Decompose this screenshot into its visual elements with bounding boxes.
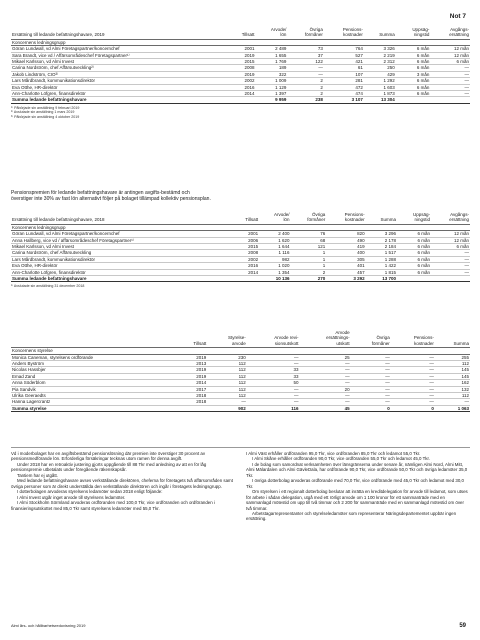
row-label: Ann-Charlotte Löfgren, finansdirektör xyxy=(11,269,233,275)
table-cell: 6 mån xyxy=(396,46,431,52)
table-cell: 2014 xyxy=(229,91,256,97)
sum-cell: 902 xyxy=(207,405,247,411)
table-cell: 6 mån xyxy=(430,59,470,65)
table-cell: — xyxy=(430,71,470,77)
table-cell: 3 mån xyxy=(396,71,431,77)
table-cell: — xyxy=(299,367,350,373)
table-cell: 132 xyxy=(435,386,470,392)
header-row xyxy=(11,212,470,224)
footnote: ¹⁾ Påbörjade sin anställning 9 februari 2019 xyxy=(11,105,80,110)
table-cell: 2 312 xyxy=(364,59,396,65)
table-cell: 2015 xyxy=(233,244,260,250)
column-header: Tillsatt xyxy=(233,212,260,224)
row-label: Carina Nordström, chef Affärsutveckling xyxy=(11,250,233,256)
table-cell: — xyxy=(247,361,300,367)
table-cell: 1 020 xyxy=(259,263,290,269)
table-cell: 1 422 xyxy=(366,263,397,269)
table-cell: 281 xyxy=(324,78,364,84)
section-divider xyxy=(11,447,470,448)
table-cell: 2019 xyxy=(229,71,256,77)
table-cell: — xyxy=(391,361,435,367)
table-cell: 419 xyxy=(326,244,365,250)
sum-row xyxy=(11,97,470,103)
paragraph: I Almi Stockholm Sörmland arvoderas ordföranden med 100,0 Tkr, vice ordföranden och ordföranden i finansieringsutskottet med 85,0 Tkr samt styrelsens ledamöter med 55,0 Tkr. xyxy=(11,500,215,511)
table-cell: 2018 xyxy=(177,399,207,405)
sum-cell: 45 xyxy=(299,405,350,411)
table-cell: 6 mån xyxy=(396,78,431,84)
table-cell: 457 xyxy=(326,269,365,275)
paragraph: Arbetstagarrepresentanter och styrelseledamöter som representerar Näringsdepartementet uppbär ingen ersättning. xyxy=(246,510,457,522)
table-cell: 112 xyxy=(207,386,247,392)
body-text-left xyxy=(11,451,233,511)
table-cell: 2008 xyxy=(233,250,260,256)
table-cell: 2013 xyxy=(177,361,207,367)
table-cell: 2002 xyxy=(229,78,256,84)
row-label: Mikael Karlsson, vd Almi Invest xyxy=(11,244,233,250)
column-header: Avgångs- ersättning xyxy=(431,212,470,224)
table-cell: 50 xyxy=(247,380,300,386)
table-cell: 112 xyxy=(207,367,247,373)
footnote: ¹⁾ Avslutade sin anställning 31 december 2018 xyxy=(11,284,85,289)
body-text-right xyxy=(246,451,468,522)
group-label: Koncernens styrelse xyxy=(11,348,470,354)
table-cell: — xyxy=(391,354,435,360)
table-cell: 1 655 xyxy=(256,52,288,58)
column-header: Arvode revi- sionsutskott xyxy=(247,330,300,348)
table-cell: 6 mån xyxy=(397,250,431,256)
column-header: Pensions- kostnader xyxy=(391,330,435,348)
column-header xyxy=(11,330,177,348)
row-label: Lars Mårdbrandt, kommunikationsdirektör xyxy=(11,78,229,84)
table-cell: 472 xyxy=(324,84,364,90)
table-cell: 764 xyxy=(324,46,364,52)
row-label: Jakob Lindström, CIO³⁾ xyxy=(11,71,229,77)
row-label: Emad Zand xyxy=(11,373,177,379)
table-cell: 1 116 xyxy=(259,250,290,256)
table-cell: 2019 xyxy=(177,367,207,373)
table-cell: — xyxy=(435,399,470,405)
table-cell: 112 xyxy=(207,393,247,399)
column-header: Uppsäg- ningstid xyxy=(396,27,431,39)
row-label: Monica Caneman, styrelsens ordförande xyxy=(11,354,177,360)
footer-title: Almi års- och hållbarhetsredovisning 2019 xyxy=(11,623,86,628)
table-cell: — xyxy=(247,399,300,405)
row-label: Carina Nordström, chef Affärsutveckling²⁾ xyxy=(11,65,229,71)
sum-row xyxy=(11,276,470,282)
row-label: Anna Hallberg, vice vd / affärsområdeschef Företagspartner¹⁾ xyxy=(11,237,233,243)
table-cell: 2 400 xyxy=(259,231,290,237)
table-cell: 6 mån xyxy=(397,256,431,262)
column-header: Övriga förmåner xyxy=(351,330,391,348)
group-label: Koncernens ledningsgrupp xyxy=(11,224,470,230)
table-cell: 1 815 xyxy=(366,269,397,275)
paragraph: I de bolag som samordnat verksamheten över länsgränserna under senare år, nämligen Almi Nord, Almi Mitt, Almi Mälardalen och Almi GävleDala, har ordförande 90,0 Tkr, vice ordförande 50,0 Tkr och övriga ledamöter 35,0 Tkr. xyxy=(246,461,468,478)
note-label: Not 7 xyxy=(449,13,466,20)
footnotes-2019 xyxy=(11,106,470,119)
sum-cell: 0 xyxy=(351,405,391,411)
footnote: ³⁾ Påbörjade sin anställning 4 oktober 2019 xyxy=(11,114,80,119)
table-cell: — xyxy=(391,393,435,399)
table-cell: 474 xyxy=(324,91,364,97)
table-cell: — xyxy=(430,84,470,90)
table-cell: 2 184 xyxy=(366,244,397,250)
column-header: Arvode/ lön xyxy=(256,27,288,39)
table-cell: 2 219 xyxy=(364,52,396,58)
table-cell: 401 xyxy=(326,263,365,269)
table-cell: — xyxy=(391,380,435,386)
table-cell: 1 xyxy=(290,263,326,269)
table-cell: 12 mån xyxy=(430,46,470,52)
table-cell: 1 xyxy=(290,256,326,262)
footnote: ²⁾ Avslutade sin anställning 1 mars 2019 xyxy=(11,110,75,115)
row-label: Göran Lundwall, vd Almi Företagspartner/koncernchef xyxy=(11,231,233,237)
table-cell: 2001 xyxy=(233,231,260,237)
table-cell: 2017 xyxy=(177,386,207,392)
row-label: Hanna Lagercrantz xyxy=(11,399,177,405)
column-header: Summa xyxy=(364,27,396,39)
table-cell: — xyxy=(299,393,350,399)
table-cell: 145 xyxy=(435,373,470,379)
board-remuneration-table xyxy=(11,330,470,412)
table-cell: 2 489 xyxy=(256,46,288,52)
column-header: Uppsäg- ningstid xyxy=(397,212,431,224)
table-cell: 255 xyxy=(435,354,470,360)
column-header: Övriga förmåner xyxy=(290,212,326,224)
table-cell: — xyxy=(391,373,435,379)
sum-label: Summa styrelse xyxy=(11,405,177,411)
table-cell: — xyxy=(431,250,470,256)
table-cell: 1 769 xyxy=(256,59,288,65)
table-cell: 1 009 xyxy=(256,78,288,84)
sum-cell: 0 xyxy=(391,405,435,411)
sum-cell xyxy=(396,97,431,103)
row-label: Anders Byström xyxy=(11,361,177,367)
column-header: Summa xyxy=(366,212,397,224)
table-cell: 1 288 xyxy=(366,256,397,262)
table-cell: — xyxy=(431,256,470,262)
row-label: Göran Lundwall, vd Almi Företagspartner/koncernchef xyxy=(11,46,229,52)
table-cell: — xyxy=(351,380,391,386)
table-cell: — xyxy=(430,78,470,84)
row-label: Ulrika Geeraedts xyxy=(11,393,177,399)
sum-cell: 13 700 xyxy=(366,276,397,282)
column-header: Övriga förmåner xyxy=(287,27,323,39)
table-cell: — xyxy=(247,354,300,360)
pension-paragraph: Pensionspremien för ledande befattningshavare är antingen avgifts-bestämd och överstiger inte 30% av fast lön alternativt följer på bolaget tillämpad kollektiv pensionsplan. xyxy=(11,190,211,202)
table-cell: 6 mån xyxy=(397,237,431,243)
page-number: 59 xyxy=(459,623,466,629)
table-cell: 33 xyxy=(247,373,300,379)
paragraph: I övriga dotterbolag arvoderas ordförande med 70,0 Tkr, vice ordförande med 45,0 Tkr och ledamot med 30,0 Tkr. xyxy=(246,478,464,489)
table-cell: 12 mån xyxy=(431,231,470,237)
table-cell: 250 xyxy=(364,65,396,71)
paragraph: I Almi Skåne erhåller ordföranden 90,0 Tkr, vice ordföranden 55,0 Tkr och ledamot 45,0 Tkr. xyxy=(252,456,430,462)
row-label: Nicolas Hassbjer xyxy=(11,367,177,373)
sum-row xyxy=(11,405,470,411)
table-cell: 2 xyxy=(287,84,323,90)
table-cell: 2019 xyxy=(229,52,256,58)
table-cell: — xyxy=(351,367,391,373)
table-cell: 1 129 xyxy=(256,84,288,90)
column-header: Pensions- kostnader xyxy=(326,212,365,224)
table-cell: — xyxy=(247,386,300,392)
footnotes-2018 xyxy=(11,284,470,288)
column-header: Styrelse- arvode xyxy=(207,330,247,348)
table-cell: — xyxy=(351,373,391,379)
table-cell: 2 xyxy=(290,269,326,275)
table-cell: 820 xyxy=(326,231,365,237)
table-cell: 2014 xyxy=(233,269,260,275)
column-header: Arvode ersättnings- utskott xyxy=(299,330,350,348)
table-cell: 1 620 xyxy=(259,237,290,243)
table-cell: — xyxy=(351,386,391,392)
table-cell: 1 603 xyxy=(364,84,396,90)
table-cell: — xyxy=(299,361,350,367)
table-cell: — xyxy=(351,393,391,399)
table-cell: 527 xyxy=(324,52,364,58)
table-cell: — xyxy=(430,91,470,97)
paragraph: I Almi Väst erhåller ordföranden 95,0 Tkr, vice ordföranden 85,0 Tkr och ledamot 55,0 Tkr. xyxy=(246,451,421,456)
sum-cell xyxy=(397,276,431,282)
column-header: Pensions- kostnader xyxy=(324,27,364,39)
table-cell: 6 mån xyxy=(396,84,431,90)
column-header: Avgångs- ersättning xyxy=(430,27,470,39)
table-cell: 107 xyxy=(324,71,364,77)
table-cell: 162 xyxy=(435,380,470,386)
table-cell: — xyxy=(431,269,470,275)
board-table-section xyxy=(11,330,470,412)
table-cell: 1 517 xyxy=(366,250,397,256)
row-label: Eva Otthe, HR-direktör xyxy=(11,263,233,269)
table-cell: 3 326 xyxy=(364,46,396,52)
table-cell: 1 397 xyxy=(256,91,288,97)
sum-cell: 3 107 xyxy=(324,97,364,103)
table-cell: — xyxy=(287,65,323,71)
row-label: Sara Brandt, vice vd / Affärsområdeschef Företagspartner¹⁾ xyxy=(11,52,229,58)
table-cell: 2 178 xyxy=(366,237,397,243)
column-header: Ersättning till ledande befattningshavare, 2019 xyxy=(11,27,229,39)
table-cell: 61 xyxy=(324,65,364,71)
table-cell: 6 mån xyxy=(397,244,431,250)
table-cell: 12 mån xyxy=(431,237,470,243)
sum-cell: 1 063 xyxy=(435,405,470,411)
table-cell: 2008 xyxy=(229,65,256,71)
table-cell: — xyxy=(431,263,470,269)
sum-cell xyxy=(431,276,470,282)
sum-cell: 3 292 xyxy=(326,276,365,282)
paragraph: I dotterbolagen arvoderas styrelsens ledamöter sedan 2018 enligt följande: xyxy=(17,489,163,495)
sum-cell: 9 959 xyxy=(256,97,288,103)
table-cell: 230 xyxy=(207,354,247,360)
table-cell: 122 xyxy=(287,59,323,65)
sum-cell: 116 xyxy=(247,405,300,411)
table-cell: — xyxy=(299,399,350,405)
table-cell: 6 mån xyxy=(396,91,431,97)
table-cell: 33 xyxy=(247,367,300,373)
table-cell: 982 xyxy=(259,256,290,262)
table-cell: 2016 xyxy=(229,84,256,90)
table-cell: 400 xyxy=(326,250,365,256)
row-label: Anna Söderblom xyxy=(11,380,177,386)
row-label: Pia Sandvik xyxy=(11,386,177,392)
table-cell: 6 mån xyxy=(431,244,470,250)
table-cell: 145 xyxy=(435,367,470,373)
sum-cell xyxy=(177,405,207,411)
table-cell: 1 292 xyxy=(364,78,396,84)
table-cell: 2002 xyxy=(233,256,260,262)
column-header: Arvode/ lön xyxy=(259,212,290,224)
sum-label: Summa ledande befattningshavare xyxy=(11,97,229,103)
table-cell: — xyxy=(299,380,350,386)
table-cell: 2018 xyxy=(177,393,207,399)
table-cell: 1 xyxy=(290,250,326,256)
sum-cell: 13 304 xyxy=(364,97,396,103)
table-cell: — xyxy=(351,361,391,367)
column-header: Summa xyxy=(435,330,470,348)
sum-cell xyxy=(229,97,256,103)
table-cell: 429 xyxy=(364,71,396,77)
paragraph: Om styrelsen i ett regionalt dotterbolag beslutar att inrätta en kreditdelegation för arvode till ledamot, som utses för arbete i sådan delegation, utgå med ett rörligt arvode om 1 100 kronor för ett sammanträde med en sammanlagd mötestid om upp till två timmar och 2 200 för sammanträde med en sammanlagd mötestid om över två timmar. xyxy=(246,489,468,511)
group-label: Koncernens ledningsgrupp xyxy=(11,39,470,45)
paragraph: Vd i moderbolaget har en avgiftsbestämd pensionslösning där premien inte överstiger 30 procent av pensionsmedförande lön. Erforderliga försäkringar tecknas utom ramen för denna avgift. xyxy=(11,451,206,462)
header-row xyxy=(11,330,470,348)
table-cell: — xyxy=(299,373,350,379)
table-cell: 2 xyxy=(287,78,323,84)
table-cell: — xyxy=(287,71,323,77)
table-cell: — xyxy=(391,399,435,405)
table-cell: 25 xyxy=(299,354,350,360)
table-cell: 2 xyxy=(287,91,323,97)
table-cell: 2019 xyxy=(177,354,207,360)
table-cell: — xyxy=(247,393,300,399)
table-cell: 3 296 xyxy=(366,231,397,237)
table-cell: 305 xyxy=(326,256,365,262)
column-header: Tillsatt xyxy=(177,330,207,348)
paragraph: Under 2018 har en retroaktiv justering gjorts uppgående till 88 Tkr med anledning av att en för låg pensionspremie utbetalats under föregående räkenskapsår. xyxy=(11,461,207,473)
row-label: Eva Otthe, HR-direktör xyxy=(11,84,229,90)
table-cell: 1 644 xyxy=(259,244,290,250)
table-cell: 112 xyxy=(207,373,247,379)
table-cell: 121 xyxy=(290,244,326,250)
sum-label: Summa ledande befattningshavare xyxy=(11,276,233,282)
table-cell: 189 xyxy=(256,65,288,71)
table-2018-section xyxy=(11,212,470,289)
sum-cell xyxy=(430,97,470,103)
table-cell: — xyxy=(430,65,470,71)
table-cell: 2019 xyxy=(177,373,207,379)
table-cell: 68 xyxy=(290,237,326,243)
table-cell: 2016 xyxy=(233,263,260,269)
remuneration-table-2019 xyxy=(11,27,470,104)
table-cell: 2006 xyxy=(233,237,260,243)
table-cell: 112 xyxy=(435,393,470,399)
table-cell: 6 mån xyxy=(396,59,431,65)
paragraph: Med ledande befattningshavare avses verkställande direktören, cheferna för företagets två affärsområden samt övriga personer som är direkt underställda den verkställande direktören och ingår i företagets ledningsgrupp. xyxy=(11,478,233,489)
remuneration-table-2018 xyxy=(11,212,470,282)
row-label: Lars Mårdbrandt, kommunikationsdirektör xyxy=(11,256,233,262)
table-cell: — xyxy=(391,367,435,373)
table-cell: 6 mån xyxy=(396,52,431,58)
row-label: Mikael Karlsson, vd Almi Invest xyxy=(11,59,229,65)
column-header: Ersättning till ledande befattningshavare, 2018 xyxy=(11,212,233,224)
table-cell: 490 xyxy=(326,237,365,243)
table-cell: 6 mån xyxy=(397,269,431,275)
table-cell: — xyxy=(207,399,247,405)
table-cell: 112 xyxy=(207,361,247,367)
paragraph: I Almi Invest utgår inget arvode till styrelsens ledamöter. xyxy=(17,494,126,500)
table-cell: 421 xyxy=(324,59,364,65)
table-cell: 73 xyxy=(287,46,323,52)
table-cell: 76 xyxy=(290,231,326,237)
table-cell: — xyxy=(351,354,391,360)
table-cell: 1 354 xyxy=(259,269,290,275)
table-cell: 12 mån xyxy=(430,52,470,58)
table-cell: 2001 xyxy=(229,46,256,52)
table-cell: 1 873 xyxy=(364,91,396,97)
sum-cell: 10 136 xyxy=(259,276,290,282)
row-label: Ann-Charlotte Löfgren, finansdirektör xyxy=(11,91,229,97)
table-cell: 6 mån xyxy=(396,65,431,71)
table-cell: 112 xyxy=(435,361,470,367)
table-cell: 37 xyxy=(287,52,323,58)
sum-cell: 238 xyxy=(287,97,323,103)
column-header: Tillsatt xyxy=(229,27,256,39)
table-cell: 2014 xyxy=(177,380,207,386)
table-cell: — xyxy=(351,399,391,405)
table-cell: 322 xyxy=(256,71,288,77)
table-cell: — xyxy=(391,386,435,392)
table-2019-section xyxy=(11,27,470,119)
table-cell: 6 mån xyxy=(397,231,431,237)
sum-cell: 270 xyxy=(290,276,326,282)
header-row xyxy=(11,27,470,39)
table-cell: 20 xyxy=(299,386,350,392)
sum-cell xyxy=(233,276,260,282)
table-cell: 2015 xyxy=(229,59,256,65)
table-cell: 6 mån xyxy=(397,263,431,269)
table-cell: 112 xyxy=(207,380,247,386)
paragraph: Tantiem har ej utgått. xyxy=(17,472,59,478)
